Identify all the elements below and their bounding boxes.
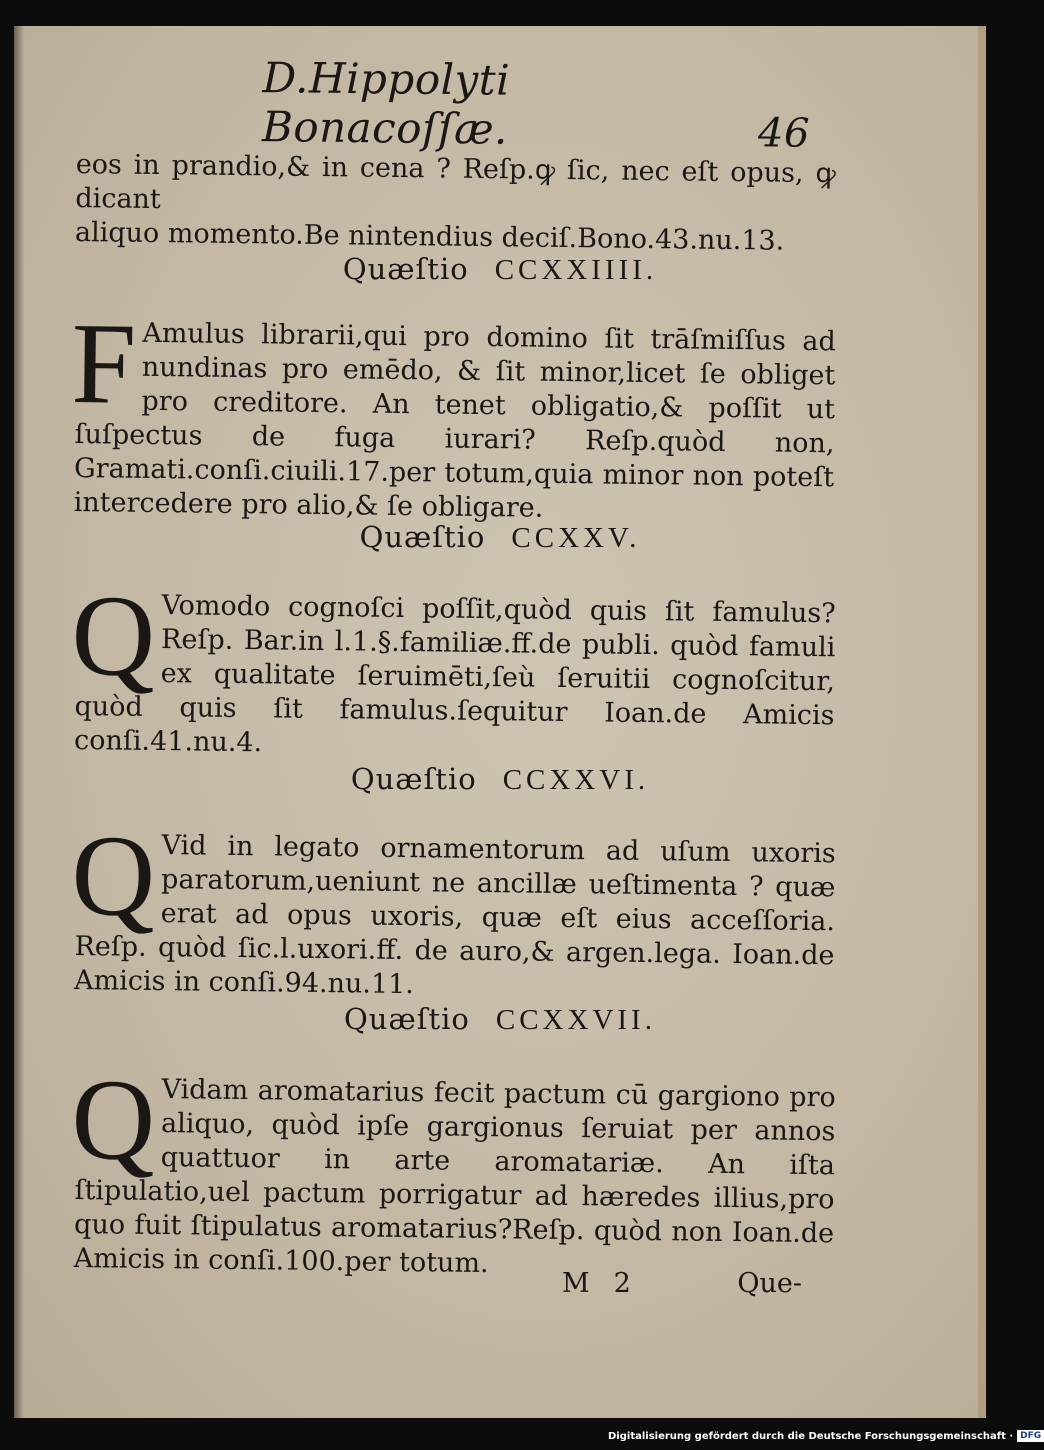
- question-label: Quæſtio: [350, 762, 477, 796]
- page-footer: [562, 1268, 802, 1299]
- page-number: 46: [757, 110, 811, 157]
- intro-line: eos in prandio,& in cena ? Reſp.ꝙ ſic, nec eſt opus, ꝙ dicant: [75, 148, 836, 216]
- header-title: D.Hippolyti Bonacoſſæ.: [261, 53, 511, 154]
- page-gutter: [14, 26, 24, 1418]
- running-header: [261, 53, 823, 157]
- question-paragraph: [70, 571, 836, 767]
- question-paragraph: [70, 1055, 836, 1285]
- question-label: Quæſtio: [342, 252, 469, 286]
- drop-cap: F: [70, 299, 137, 429]
- question-text: Vid in legato ornamentorum ad uſum uxoris paratorum,ueniunt ne ancillæ ueſtimenta ? quæ erat ad opus uxoris, quæ eſt eius acceſſoria. Reſp. quòd ſic.l.uxori.ff. de auro,& argen.lega. Ioan.de Amicis in conſi.94.nu.11.: [73, 830, 836, 1001]
- question-number: CCXXIIII.: [494, 254, 658, 286]
- question-heading: [14, 252, 986, 287]
- question-label: Quæſtio: [359, 520, 486, 554]
- question-paragraph: [70, 811, 836, 1007]
- question-paragraph: [70, 299, 836, 529]
- question-heading: [14, 1002, 986, 1037]
- question-heading: [14, 520, 986, 555]
- funding-banner: [608, 1430, 1044, 1442]
- intro-text: [75, 148, 836, 259]
- question-number: CCXXVI.: [502, 764, 650, 796]
- banner-text: Digitalisierung gefördert durch die Deutsche Forschungsgemeinschaft ·: [608, 1430, 1014, 1442]
- intro-line: aliquo momento.Be nintendius deciſ.Bono.43.nu.13.: [74, 216, 785, 257]
- signature-number: 2: [613, 1268, 631, 1299]
- question-number: CCXXVII.: [495, 1004, 656, 1036]
- drop-cap: Q: [70, 811, 156, 941]
- question-heading: [14, 762, 986, 797]
- dfg-logo-icon: DFG: [1017, 1430, 1044, 1442]
- signature-letter: M: [562, 1268, 590, 1299]
- question-text: Amulus librarii,qui pro domino ſit trāſmiſſus ad nundinas pro emēdo, & ſit minor,licet ſe obliget pro creditore. An tenet obligatio,& poſſit ut ſuſpectus de fuga iurari? Reſp.quòd non, Gramati.conſi.ciuili.17.per totum,quia minor non poteſt intercedere pro alio,& ſe obligare.: [73, 317, 836, 524]
- drop-cap: Q: [70, 571, 156, 701]
- drop-cap: Q: [70, 1055, 156, 1185]
- catchword: Que-: [737, 1268, 802, 1299]
- question-text: Vidam aromatarius fecit pactum cū gargiono pro aliquo, quòd ipſe gargionus ſeruiat per annos quattuor in arte aromatariæ. An iſta ſtipulatio,uel pactum porrigatur ad hæredes illius,pro quo fuit ſtipulatus aromatarius?Reſp. quòd non Ioan.de Amicis in conſi.100.per totum.: [73, 1074, 836, 1280]
- question-text: Vomodo cognoſci poſſit,quòd quis ſit famulus? Reſp. Bar.in l.1.§.familiæ.ff.de publi. quòd famuli ex qualitate ſeruimēti,ſeù ſeruitii cognoſcitur, quòd quis ſit famulus.ſequitur Ioan.de Amicis conſi.41.nu.4.: [73, 590, 836, 759]
- question-number: CCXXV.: [511, 522, 641, 554]
- book-page: [14, 26, 986, 1418]
- question-label: Quæſtio: [344, 1002, 470, 1036]
